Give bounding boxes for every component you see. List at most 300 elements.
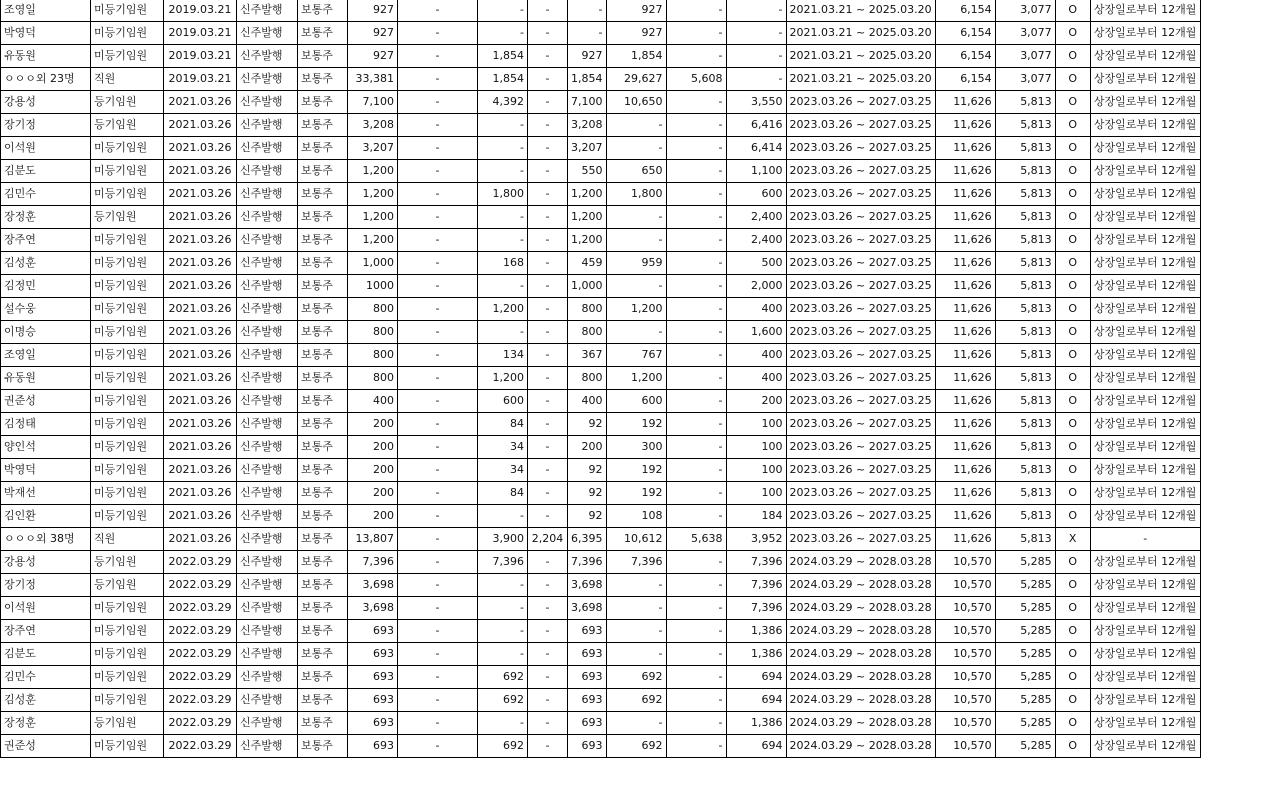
exercised-qty-cell: 1,854: [478, 45, 528, 68]
share-type-cell: 보통주: [298, 574, 348, 597]
exercisable-qty-cell: 767: [606, 344, 666, 367]
position-cell: 등기임원: [91, 712, 164, 735]
grant-date-cell: 2021.03.26: [164, 137, 237, 160]
exercise-price-cell: 11,626: [935, 252, 995, 275]
exercise-period-cell: 2023.03.26 ~ 2027.03.25: [786, 436, 935, 459]
changed-qty-cell: -: [398, 689, 478, 712]
changed-qty-cell: -: [398, 712, 478, 735]
lockup-flag-cell: O: [1055, 505, 1090, 528]
lockup-flag-cell: O: [1055, 137, 1090, 160]
lockup-period-cell: 상장일로부터 12개월: [1090, 459, 1200, 482]
granted-qty-cell: 800: [348, 344, 398, 367]
grant-method-cell: 신주발행: [237, 22, 298, 45]
forfeited-qty-cell: 5,638: [666, 528, 726, 551]
share-type-cell: 보통주: [298, 114, 348, 137]
adjusted-price-cell: 5,813: [995, 367, 1055, 390]
exercisable-qty-cell: 29,627: [606, 68, 666, 91]
grant-date-cell: 2019.03.21: [164, 0, 237, 22]
exercise-price-cell: 10,570: [935, 620, 995, 643]
table-row: [1, 735, 1201, 758]
position-cell: 등기임원: [91, 91, 164, 114]
outstanding-qty-cell: 6,395: [568, 528, 607, 551]
lockup-period-cell: 상장일로부터 12개월: [1090, 0, 1200, 22]
outstanding-qty-cell: 800: [568, 367, 607, 390]
cancelled-qty-cell: -: [528, 160, 568, 183]
grant-method-cell: 신주발행: [237, 735, 298, 758]
exercisable-qty-cell: 927: [606, 0, 666, 22]
lockup-period-cell: 상장일로부터 12개월: [1090, 252, 1200, 275]
exercisable-qty-cell: -: [606, 574, 666, 597]
exercised-qty-cell: -: [478, 160, 528, 183]
forfeited-qty-cell: -: [666, 367, 726, 390]
lockup-period-cell: 상장일로부터 12개월: [1090, 206, 1200, 229]
cancelled-qty-cell: -: [528, 68, 568, 91]
remaining-qty-cell: 100: [726, 436, 786, 459]
lockup-flag-cell: O: [1055, 574, 1090, 597]
exercise-price-cell: 11,626: [935, 321, 995, 344]
granted-qty-cell: 3,207: [348, 137, 398, 160]
exercisable-qty-cell: -: [606, 712, 666, 735]
forfeited-qty-cell: -: [666, 321, 726, 344]
position-cell: 미등기임원: [91, 413, 164, 436]
lockup-flag-cell: O: [1055, 482, 1090, 505]
share-type-cell: 보통주: [298, 643, 348, 666]
exercised-qty-cell: 692: [478, 689, 528, 712]
lockup-period-cell: 상장일로부터 12개월: [1090, 183, 1200, 206]
grant-date-cell: 2021.03.26: [164, 160, 237, 183]
cancelled-qty-cell: -: [528, 643, 568, 666]
lockup-flag-cell: O: [1055, 298, 1090, 321]
granted-qty-cell: 7,396: [348, 551, 398, 574]
position-cell: 미등기임원: [91, 735, 164, 758]
holder-name-cell: 이명승: [1, 321, 91, 344]
grant-method-cell: 신주발행: [237, 114, 298, 137]
table-row: [1, 574, 1201, 597]
changed-qty-cell: -: [398, 528, 478, 551]
changed-qty-cell: -: [398, 114, 478, 137]
lockup-flag-cell: X: [1055, 528, 1090, 551]
changed-qty-cell: -: [398, 390, 478, 413]
exercise-period-cell: 2024.03.29 ~ 2028.03.28: [786, 643, 935, 666]
position-cell: 등기임원: [91, 551, 164, 574]
changed-qty-cell: -: [398, 137, 478, 160]
remaining-qty-cell: 500: [726, 252, 786, 275]
outstanding-qty-cell: 693: [568, 735, 607, 758]
exercise-period-cell: 2023.03.26 ~ 2027.03.25: [786, 91, 935, 114]
lockup-flag-cell: O: [1055, 666, 1090, 689]
position-cell: 미등기임원: [91, 643, 164, 666]
changed-qty-cell: -: [398, 620, 478, 643]
forfeited-qty-cell: -: [666, 551, 726, 574]
outstanding-qty-cell: 693: [568, 643, 607, 666]
grant-method-cell: 신주발행: [237, 206, 298, 229]
table-row: [1, 436, 1201, 459]
remaining-qty-cell: 7,396: [726, 597, 786, 620]
changed-qty-cell: -: [398, 22, 478, 45]
exercise-price-cell: 11,626: [935, 436, 995, 459]
grant-method-cell: 신주발행: [237, 160, 298, 183]
outstanding-qty-cell: 1,854: [568, 68, 607, 91]
adjusted-price-cell: 5,813: [995, 459, 1055, 482]
adjusted-price-cell: 5,813: [995, 413, 1055, 436]
exercised-qty-cell: -: [478, 597, 528, 620]
forfeited-qty-cell: -: [666, 91, 726, 114]
position-cell: 미등기임원: [91, 459, 164, 482]
exercisable-qty-cell: 108: [606, 505, 666, 528]
lockup-period-cell: 상장일로부터 12개월: [1090, 390, 1200, 413]
share-type-cell: 보통주: [298, 45, 348, 68]
granted-qty-cell: 200: [348, 505, 398, 528]
lockup-period-cell: 상장일로부터 12개월: [1090, 712, 1200, 735]
remaining-qty-cell: 2,400: [726, 229, 786, 252]
cancelled-qty-cell: -: [528, 620, 568, 643]
granted-qty-cell: 693: [348, 735, 398, 758]
grant-method-cell: 신주발행: [237, 528, 298, 551]
exercise-price-cell: 11,626: [935, 528, 995, 551]
exercise-price-cell: 10,570: [935, 712, 995, 735]
exercisable-qty-cell: 692: [606, 666, 666, 689]
adjusted-price-cell: 3,077: [995, 22, 1055, 45]
outstanding-qty-cell: 3,207: [568, 137, 607, 160]
grant-date-cell: 2021.03.26: [164, 413, 237, 436]
cancelled-qty-cell: -: [528, 689, 568, 712]
holder-name-cell: 장기정: [1, 114, 91, 137]
grant-method-cell: 신주발행: [237, 436, 298, 459]
grant-date-cell: 2021.03.26: [164, 206, 237, 229]
cancelled-qty-cell: -: [528, 275, 568, 298]
lockup-period-cell: 상장일로부터 12개월: [1090, 91, 1200, 114]
changed-qty-cell: -: [398, 160, 478, 183]
forfeited-qty-cell: -: [666, 183, 726, 206]
adjusted-price-cell: 5,813: [995, 229, 1055, 252]
holder-name-cell: 강용성: [1, 551, 91, 574]
holder-name-cell: 유동원: [1, 367, 91, 390]
exercise-price-cell: 10,570: [935, 666, 995, 689]
outstanding-qty-cell: 800: [568, 298, 607, 321]
forfeited-qty-cell: -: [666, 0, 726, 22]
remaining-qty-cell: 1,600: [726, 321, 786, 344]
exercise-price-cell: 6,154: [935, 68, 995, 91]
lockup-period-cell: 상장일로부터 12개월: [1090, 551, 1200, 574]
exercisable-qty-cell: -: [606, 137, 666, 160]
position-cell: 미등기임원: [91, 252, 164, 275]
forfeited-qty-cell: -: [666, 597, 726, 620]
adjusted-price-cell: 3,077: [995, 0, 1055, 22]
grant-method-cell: 신주발행: [237, 45, 298, 68]
granted-qty-cell: 927: [348, 22, 398, 45]
exercised-qty-cell: 1,200: [478, 367, 528, 390]
changed-qty-cell: -: [398, 574, 478, 597]
grant-date-cell: 2019.03.21: [164, 22, 237, 45]
position-cell: 등기임원: [91, 574, 164, 597]
adjusted-price-cell: 5,813: [995, 390, 1055, 413]
share-type-cell: 보통주: [298, 0, 348, 22]
remaining-qty-cell: 1,386: [726, 712, 786, 735]
grant-method-cell: 신주발행: [237, 551, 298, 574]
grant-method-cell: 신주발행: [237, 344, 298, 367]
lockup-flag-cell: O: [1055, 229, 1090, 252]
exercise-period-cell: 2023.03.26 ~ 2027.03.25: [786, 160, 935, 183]
holder-name-cell: 박재선: [1, 482, 91, 505]
holder-name-cell: 김성훈: [1, 689, 91, 712]
grant-date-cell: 2022.03.29: [164, 574, 237, 597]
adjusted-price-cell: 5,813: [995, 321, 1055, 344]
outstanding-qty-cell: 3,698: [568, 597, 607, 620]
grant-date-cell: 2022.03.29: [164, 666, 237, 689]
lockup-period-cell: 상장일로부터 12개월: [1090, 367, 1200, 390]
grant-date-cell: 2021.03.26: [164, 344, 237, 367]
share-type-cell: 보통주: [298, 367, 348, 390]
position-cell: 미등기임원: [91, 436, 164, 459]
share-type-cell: 보통주: [298, 160, 348, 183]
share-type-cell: 보통주: [298, 436, 348, 459]
exercised-qty-cell: -: [478, 0, 528, 22]
outstanding-qty-cell: 92: [568, 413, 607, 436]
cancelled-qty-cell: -: [528, 0, 568, 22]
table-row: [1, 528, 1201, 551]
remaining-qty-cell: 1,386: [726, 643, 786, 666]
forfeited-qty-cell: -: [666, 137, 726, 160]
exercisable-qty-cell: 192: [606, 459, 666, 482]
remaining-qty-cell: 184: [726, 505, 786, 528]
grant-method-cell: 신주발행: [237, 712, 298, 735]
exercisable-qty-cell: -: [606, 620, 666, 643]
holder-name-cell: 김인환: [1, 505, 91, 528]
table-row: [1, 183, 1201, 206]
outstanding-qty-cell: 400: [568, 390, 607, 413]
forfeited-qty-cell: -: [666, 735, 726, 758]
forfeited-qty-cell: -: [666, 206, 726, 229]
exercise-price-cell: 10,570: [935, 735, 995, 758]
adjusted-price-cell: 5,813: [995, 91, 1055, 114]
table-row: [1, 620, 1201, 643]
granted-qty-cell: 693: [348, 689, 398, 712]
granted-qty-cell: 1,200: [348, 183, 398, 206]
lockup-flag-cell: O: [1055, 275, 1090, 298]
exercisable-qty-cell: -: [606, 597, 666, 620]
exercise-price-cell: 6,154: [935, 45, 995, 68]
lockup-flag-cell: O: [1055, 597, 1090, 620]
remaining-qty-cell: 694: [726, 689, 786, 712]
cancelled-qty-cell: -: [528, 390, 568, 413]
exercise-period-cell: 2024.03.29 ~ 2028.03.28: [786, 689, 935, 712]
lockup-flag-cell: O: [1055, 45, 1090, 68]
table-row: [1, 275, 1201, 298]
exercise-price-cell: 10,570: [935, 574, 995, 597]
table-body: [1, 0, 1201, 758]
position-cell: 직원: [91, 68, 164, 91]
grant-method-cell: 신주발행: [237, 91, 298, 114]
holder-name-cell: 김분도: [1, 643, 91, 666]
exercise-price-cell: 11,626: [935, 160, 995, 183]
exercised-qty-cell: -: [478, 505, 528, 528]
lockup-flag-cell: O: [1055, 91, 1090, 114]
grant-date-cell: 2022.03.29: [164, 643, 237, 666]
exercised-qty-cell: 34: [478, 459, 528, 482]
exercisable-qty-cell: 600: [606, 390, 666, 413]
position-cell: 등기임원: [91, 114, 164, 137]
exercise-period-cell: 2023.03.26 ~ 2027.03.25: [786, 413, 935, 436]
lockup-flag-cell: O: [1055, 344, 1090, 367]
lockup-flag-cell: O: [1055, 643, 1090, 666]
exercised-qty-cell: -: [478, 643, 528, 666]
grant-date-cell: 2021.03.26: [164, 298, 237, 321]
table-row: [1, 68, 1201, 91]
forfeited-qty-cell: -: [666, 45, 726, 68]
share-type-cell: 보통주: [298, 689, 348, 712]
exercised-qty-cell: 692: [478, 666, 528, 689]
adjusted-price-cell: 5,813: [995, 482, 1055, 505]
granted-qty-cell: 400: [348, 390, 398, 413]
holder-name-cell: 장정훈: [1, 712, 91, 735]
position-cell: 미등기임원: [91, 321, 164, 344]
lockup-flag-cell: O: [1055, 160, 1090, 183]
changed-qty-cell: -: [398, 436, 478, 459]
exercise-period-cell: 2023.03.26 ~ 2027.03.25: [786, 390, 935, 413]
grant-date-cell: 2022.03.29: [164, 551, 237, 574]
cancelled-qty-cell: -: [528, 91, 568, 114]
cancelled-qty-cell: -: [528, 666, 568, 689]
adjusted-price-cell: 5,285: [995, 643, 1055, 666]
exercised-qty-cell: 84: [478, 413, 528, 436]
exercise-period-cell: 2023.03.26 ~ 2027.03.25: [786, 114, 935, 137]
exercise-price-cell: 11,626: [935, 206, 995, 229]
outstanding-qty-cell: 550: [568, 160, 607, 183]
outstanding-qty-cell: 800: [568, 321, 607, 344]
holder-name-cell: 김정민: [1, 275, 91, 298]
grant-date-cell: 2021.03.26: [164, 505, 237, 528]
grant-date-cell: 2021.03.26: [164, 367, 237, 390]
cancelled-qty-cell: -: [528, 137, 568, 160]
lockup-period-cell: 상장일로부터 12개월: [1090, 689, 1200, 712]
remaining-qty-cell: 100: [726, 459, 786, 482]
share-type-cell: 보통주: [298, 597, 348, 620]
lockup-period-cell: 상장일로부터 12개월: [1090, 643, 1200, 666]
share-type-cell: 보통주: [298, 712, 348, 735]
exercise-period-cell: 2024.03.29 ~ 2028.03.28: [786, 574, 935, 597]
holder-name-cell: 장정훈: [1, 206, 91, 229]
share-type-cell: 보통주: [298, 413, 348, 436]
outstanding-qty-cell: 7,100: [568, 91, 607, 114]
share-type-cell: 보통주: [298, 666, 348, 689]
granted-qty-cell: 1000: [348, 275, 398, 298]
exercise-period-cell: 2024.03.29 ~ 2028.03.28: [786, 735, 935, 758]
granted-qty-cell: 800: [348, 367, 398, 390]
exercise-period-cell: 2023.03.26 ~ 2027.03.25: [786, 229, 935, 252]
changed-qty-cell: -: [398, 298, 478, 321]
outstanding-qty-cell: 3,698: [568, 574, 607, 597]
exercisable-qty-cell: -: [606, 275, 666, 298]
exercise-period-cell: 2023.03.26 ~ 2027.03.25: [786, 367, 935, 390]
cancelled-qty-cell: -: [528, 114, 568, 137]
table-row: [1, 643, 1201, 666]
changed-qty-cell: -: [398, 45, 478, 68]
lockup-flag-cell: O: [1055, 735, 1090, 758]
exercise-period-cell: 2024.03.29 ~ 2028.03.28: [786, 620, 935, 643]
remaining-qty-cell: 694: [726, 666, 786, 689]
exercise-price-cell: 10,570: [935, 689, 995, 712]
lockup-flag-cell: O: [1055, 689, 1090, 712]
remaining-qty-cell: 7,396: [726, 551, 786, 574]
adjusted-price-cell: 5,813: [995, 137, 1055, 160]
exercisable-qty-cell: 959: [606, 252, 666, 275]
lockup-flag-cell: O: [1055, 252, 1090, 275]
lockup-flag-cell: O: [1055, 367, 1090, 390]
table-row: [1, 0, 1201, 22]
exercise-period-cell: 2023.03.26 ~ 2027.03.25: [786, 275, 935, 298]
lockup-period-cell: 상장일로부터 12개월: [1090, 68, 1200, 91]
forfeited-qty-cell: -: [666, 252, 726, 275]
remaining-qty-cell: 3,550: [726, 91, 786, 114]
adjusted-price-cell: 5,285: [995, 574, 1055, 597]
exercise-price-cell: 11,626: [935, 413, 995, 436]
changed-qty-cell: -: [398, 0, 478, 22]
table-row: [1, 321, 1201, 344]
remaining-qty-cell: 2,000: [726, 275, 786, 298]
position-cell: 미등기임원: [91, 367, 164, 390]
exercisable-qty-cell: -: [606, 114, 666, 137]
exercisable-qty-cell: 192: [606, 482, 666, 505]
table-row: [1, 91, 1201, 114]
grant-method-cell: 신주발행: [237, 321, 298, 344]
table-row: [1, 482, 1201, 505]
forfeited-qty-cell: -: [666, 275, 726, 298]
exercise-price-cell: 11,626: [935, 229, 995, 252]
table-row: [1, 344, 1201, 367]
holder-name-cell: ㅇㅇㅇ외 38명: [1, 528, 91, 551]
share-type-cell: 보통주: [298, 505, 348, 528]
holder-name-cell: 조영일: [1, 0, 91, 22]
share-type-cell: 보통주: [298, 459, 348, 482]
lockup-period-cell: 상장일로부터 12개월: [1090, 275, 1200, 298]
position-cell: 미등기임원: [91, 620, 164, 643]
remaining-qty-cell: 6,414: [726, 137, 786, 160]
granted-qty-cell: 200: [348, 459, 398, 482]
forfeited-qty-cell: -: [666, 643, 726, 666]
exercise-price-cell: 11,626: [935, 344, 995, 367]
exercised-qty-cell: 84: [478, 482, 528, 505]
exercisable-qty-cell: 692: [606, 689, 666, 712]
exercise-price-cell: 11,626: [935, 367, 995, 390]
position-cell: 직원: [91, 528, 164, 551]
lockup-period-cell: -: [1090, 528, 1200, 551]
position-cell: 미등기임원: [91, 229, 164, 252]
exercised-qty-cell: 134: [478, 344, 528, 367]
grant-method-cell: 신주발행: [237, 482, 298, 505]
changed-qty-cell: -: [398, 206, 478, 229]
exercisable-qty-cell: -: [606, 643, 666, 666]
share-type-cell: 보통주: [298, 206, 348, 229]
position-cell: 미등기임원: [91, 298, 164, 321]
lockup-flag-cell: O: [1055, 390, 1090, 413]
exercise-price-cell: 11,626: [935, 505, 995, 528]
holder-name-cell: 유동원: [1, 45, 91, 68]
position-cell: 미등기임원: [91, 344, 164, 367]
adjusted-price-cell: 5,813: [995, 160, 1055, 183]
lockup-period-cell: 상장일로부터 12개월: [1090, 114, 1200, 137]
granted-qty-cell: 693: [348, 620, 398, 643]
exercise-price-cell: 11,626: [935, 482, 995, 505]
outstanding-qty-cell: 693: [568, 689, 607, 712]
adjusted-price-cell: 5,285: [995, 597, 1055, 620]
cancelled-qty-cell: -: [528, 229, 568, 252]
lockup-period-cell: 상장일로부터 12개월: [1090, 735, 1200, 758]
remaining-qty-cell: -: [726, 0, 786, 22]
exercise-period-cell: 2023.03.26 ~ 2027.03.25: [786, 206, 935, 229]
outstanding-qty-cell: 693: [568, 712, 607, 735]
holder-name-cell: 조영일: [1, 344, 91, 367]
granted-qty-cell: 800: [348, 298, 398, 321]
